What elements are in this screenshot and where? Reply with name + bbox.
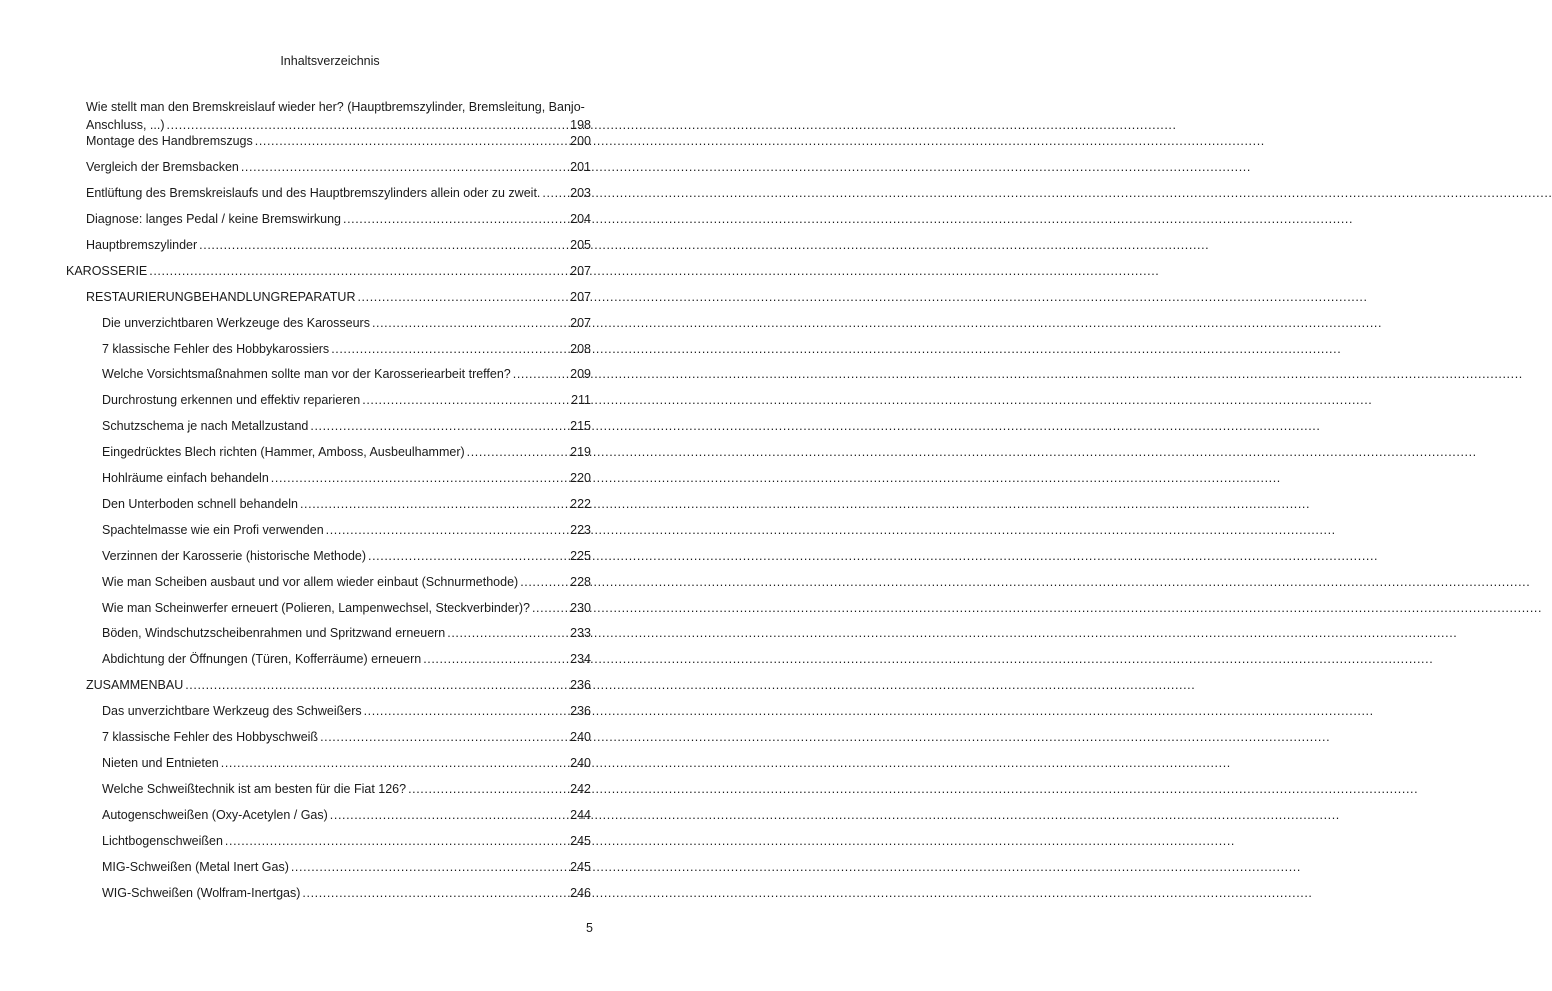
toc-entry-title: Durchrostung erkennen und effektiv reparieren [102, 393, 361, 407]
toc-entry-title: Anschluss, ...) [86, 118, 165, 132]
toc-entry-page: 201 [570, 160, 591, 174]
dot-leader [445, 624, 570, 642]
dot-leader [421, 650, 570, 668]
toc-entry-page: 246 [570, 886, 591, 900]
toc-entry-page: 211 [571, 393, 591, 407]
toc-entry-page: 228 [570, 575, 591, 589]
dot-leader [239, 158, 570, 176]
toc-entry[interactable] [102, 702, 591, 720]
toc-entry-title: Die unverzichtbaren Werkzeuge des Karosseurs [102, 316, 370, 330]
toc-entry-page: 207 [570, 264, 591, 278]
toc-entry-page: 230 [570, 601, 591, 615]
toc-entry-page: 245 [570, 834, 591, 848]
dot-leader [223, 832, 570, 850]
toc-entry[interactable] [66, 262, 591, 280]
toc-entry-title: Spachtelmasse wie ein Profi verwenden [102, 523, 324, 537]
toc-entry-page: 207 [570, 290, 591, 304]
dot-leader [183, 676, 570, 694]
toc-entry-title: Wie man Scheiben ausbaut und vor allem wieder einbaut (Schnurmethode) [102, 575, 519, 589]
dot-leader [530, 599, 570, 617]
toc-entry-page: 242 [570, 782, 591, 796]
toc-entry[interactable] [102, 650, 591, 668]
toc-entry-page: 219 [570, 445, 591, 459]
toc-entry-page: 236 [570, 678, 591, 692]
toc-entry[interactable] [102, 340, 591, 358]
toc-entry[interactable] [102, 599, 591, 617]
toc-entry[interactable] [86, 676, 591, 694]
document-page [0, 0, 660, 991]
toc-entry-page: 203 [570, 186, 591, 200]
toc-entry-title-line1: Wie stellt man den Bremskreislauf wieder her? (Hauptbremszylinder, Bremsleitung, Banjo- [86, 100, 585, 114]
toc-entry-page: 223 [570, 523, 591, 537]
toc-entry-page: 208 [570, 342, 591, 356]
toc-entry[interactable] [86, 98, 591, 134]
toc-entry[interactable] [102, 495, 591, 513]
dot-leader [289, 858, 570, 876]
toc-entry-page: 233 [570, 626, 591, 640]
toc-entry-title: WIG-Schweißen (Wolfram-Inertgas) [102, 886, 301, 900]
page-header: Inhaltsverzeichnis [280, 54, 380, 68]
page-number: 5 [586, 921, 593, 935]
toc-entry-title: Hohlräume einfach behandeln [102, 471, 269, 485]
toc-entry-page: 240 [570, 756, 591, 770]
toc-entry-title: Entlüftung des Bremskreislaufs und des Hauptbremszylinders allein oder zu zweit. [86, 186, 541, 200]
toc-entry-page: 207 [570, 316, 591, 330]
toc-entry-title: 7 klassische Fehler des Hobbyschweiß [102, 730, 319, 744]
dot-leader [298, 495, 570, 513]
toc-entry[interactable] [86, 236, 591, 254]
toc-entry-page: 209 [570, 367, 591, 381]
dot-leader [219, 754, 570, 772]
toc-entry-title: ZUSAMMENBAU [86, 678, 184, 692]
toc-entry[interactable] [102, 547, 591, 565]
toc-entry[interactable] [102, 443, 591, 461]
dot-leader [324, 521, 570, 539]
toc-entry-title: Vergleich der Bremsbacken [86, 160, 239, 174]
toc-entry[interactable] [102, 754, 591, 772]
toc-entry[interactable] [102, 884, 591, 902]
toc-entry[interactable] [102, 624, 591, 642]
toc-entry[interactable] [86, 132, 591, 150]
dot-leader [318, 728, 570, 746]
toc-entry-title: KAROSSERIE [66, 264, 148, 278]
toc-entry[interactable] [102, 728, 591, 746]
toc-entry[interactable] [102, 365, 591, 383]
dot-leader [511, 365, 570, 383]
toc-entry[interactable] [102, 417, 591, 435]
toc-entry-page: 245 [570, 860, 591, 874]
toc-entry-page: 240 [570, 730, 591, 744]
toc-entry[interactable] [102, 314, 591, 332]
dot-leader [328, 806, 570, 824]
toc-entry-page: 220 [570, 471, 591, 485]
toc-entry[interactable] [102, 832, 591, 850]
toc-entry-title: MIG-Schweißen (Metal Inert Gas) [102, 860, 289, 874]
toc-entry[interactable] [102, 806, 591, 824]
dot-leader [360, 391, 571, 409]
toc-entry-title: Welche Schweißtechnik ist am besten für die Fiat 126? [102, 782, 407, 796]
toc-entry-title: Schutzschema je nach Metallzustand [102, 419, 309, 433]
dot-leader [540, 184, 570, 202]
toc-entry-title: Das unverzichtbare Werkzeug des Schweißers [102, 704, 362, 718]
toc-entry-title: Lichtbogenschweißen [102, 834, 223, 848]
toc-entry[interactable] [102, 521, 591, 539]
toc-entry-title: Wie man Scheinwerfer erneuert (Polieren, Lampenwechsel, Steckverbinder)? [102, 601, 530, 615]
toc-entry-title: Abdichtung der Öffnungen (Türen, Kofferräume) erneuern [102, 652, 422, 666]
toc-entry-page: 205 [570, 238, 591, 252]
toc-entry[interactable] [86, 288, 591, 306]
toc-entry-title: 7 klassische Fehler des Hobbykarossiers [102, 342, 330, 356]
toc-entry-title: Eingedrücktes Blech richten (Hammer, Amboss, Ausbeulhammer) [102, 445, 465, 459]
toc-entry-page: 215 [570, 419, 591, 433]
dot-leader [406, 780, 570, 798]
toc-entry-title: Nieten und Entnieten [102, 756, 219, 770]
dot-leader [370, 314, 570, 332]
toc-entry[interactable] [86, 184, 591, 202]
toc-entry[interactable] [86, 158, 591, 176]
dot-leader [518, 573, 570, 591]
toc-entry-title: Montage des Handbremszugs [86, 134, 253, 148]
toc-entry[interactable] [102, 573, 591, 591]
toc-entry-title: Diagnose: langes Pedal / keine Bremswirkung [86, 212, 341, 226]
dot-leader [465, 443, 570, 461]
toc-entry-title: RESTAURIERUNGBEHANDLUNGREPARATUR [86, 290, 356, 304]
toc-entry-title: Verzinnen der Karosserie (historische Methode) [102, 549, 367, 563]
dot-leader [329, 340, 570, 358]
toc-entry[interactable] [86, 210, 591, 228]
toc-entry-page: 204 [570, 212, 591, 226]
toc-entry-page: 222 [570, 497, 591, 511]
toc-entry[interactable] [102, 780, 591, 798]
dot-leader [366, 547, 570, 565]
toc-entry-page: 244 [570, 808, 591, 822]
dot-leader [355, 288, 570, 306]
dot-leader [341, 210, 570, 228]
toc-entry-page: 225 [570, 549, 591, 563]
dot-leader [362, 702, 571, 720]
toc-entry-title: Autogenschweißen (Oxy-Acetylen / Gas) [102, 808, 328, 822]
toc-entry-page: 234 [570, 652, 591, 666]
toc-entry-page: 236 [570, 704, 591, 718]
dot-leader [253, 132, 570, 150]
dot-leader [269, 469, 570, 487]
toc-entry-title: Hauptbremszylinder [86, 238, 198, 252]
toc-entry[interactable] [102, 858, 591, 876]
dot-leader [308, 417, 570, 435]
toc-entry-page: 200 [570, 134, 591, 148]
toc-entry-title: Den Unterboden schnell behandeln [102, 497, 298, 511]
toc-entry-title: Böden, Windschutzscheibenrahmen und Spritzwand erneuern [102, 626, 446, 640]
dot-leader [197, 236, 570, 254]
toc-entry-page: 198 [570, 118, 591, 132]
dot-leader [147, 262, 570, 280]
dot-leader [300, 884, 570, 902]
toc-entry[interactable] [102, 469, 591, 487]
toc-entry[interactable] [102, 391, 591, 409]
toc-entry-title: Welche Vorsichtsmaßnahmen sollte man vor der Karosseriearbeit treffen? [102, 367, 511, 381]
